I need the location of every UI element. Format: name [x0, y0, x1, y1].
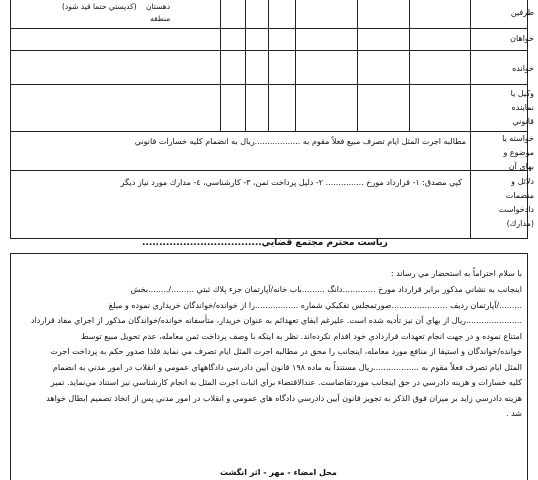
top-cell-text-region: منطقه [150, 14, 171, 23]
grid-hline [10, 170, 528, 171]
grid-vline [409, 0, 410, 131]
label-evidence-line: (مدارك) [506, 219, 534, 228]
label-attorney-line: قانوني [512, 117, 534, 126]
letter-line: ........./آپارتمان رديف ......................صورتمجلس تفكيكي شماره .................را از خوانده/خواندگان خريداري نموده و مبلغ [108, 300, 522, 310]
grid-vline [295, 0, 296, 131]
letter-line: ......................ريال از بهاي آن نيز تأديه شده است. عليرغم ايفاي تعهدائم به عنوان خريدار، متأسفانه خوانده/خواندگان مذكور از اجراي مفاد قرارداد [31, 316, 522, 325]
label-defendant: خوانده [512, 64, 534, 73]
letter-line: اينجانب به نشاني مذكور برابر قرارداد مورخ .............دانگ .........باب خانه/آپارتمان جزء پلاك ثبتي ........./........بخش [130, 285, 522, 294]
table-border-left [10, 0, 11, 238]
top-cell-text-village: دهستان [146, 2, 171, 11]
label-parties: طرفين [510, 8, 534, 17]
label-attorney-line: وكيل يا [510, 89, 534, 98]
letter-box-top [10, 253, 528, 254]
grid-hline [10, 50, 528, 51]
greeting: با سلام احتراماً به استحضار مي رساند : [390, 269, 522, 278]
label-evidence-line: منضمات [505, 191, 534, 200]
label-attorney [488, 87, 538, 129]
evidence-text: كپي مصدق: ١- قرارداد مورخ ............... ٢- دليل پرداخت ثمن، ٣- كارشناسي، ٤- مدارك مورد نياز ديگر [120, 178, 462, 187]
grid-vline [357, 0, 358, 131]
letter-line: خوانده/خواندگان و استيفا از منافع مورد معامله، اينجانب را محق در مطالبه اجرت المثل ايام تصرف مي نمايد فلذا صدور حكم به پرداخت اجرت [50, 347, 522, 356]
letter-line: كليه خسارات و هزينه دادرسي در حق اينجانب موردتقاضاست. عندالاقتضاء براي اثبات اجرت المثل به انجام كارشناسي نيز استناد مي‌نمايد. تمبر [50, 378, 522, 387]
letter-line: شد . [506, 409, 522, 418]
grid-vline [220, 0, 221, 131]
letter-heading: رياست محترم مجتمع قضايي................................... [142, 238, 388, 248]
label-evidence-line: دلائل و [511, 177, 534, 186]
letter-box-right [527, 253, 528, 480]
label-column-divider [470, 0, 471, 238]
label-evidence [488, 175, 538, 231]
label-plaintiff: خواهان [510, 34, 534, 43]
letter-line: المثل ايام تصرف فعلاً مقوم به ..................ريال مستنداً به ماده ١٩٨ قانون آيين دادرسي دادگاههاي عمومي و انقلاب در امور مدني به انضمام [52, 362, 522, 372]
grid-hline [10, 28, 528, 29]
label-subject-line: خواسته يا [502, 134, 534, 143]
label-attorney-line: نماينده [511, 103, 534, 112]
grid-hline [10, 84, 528, 85]
grid-hline [10, 131, 528, 132]
label-evidence-line: دادخواست [498, 205, 534, 214]
label-subject-line: بهاي آن [508, 162, 534, 171]
letter-line: هزينه دادرسي زايد بر ميزان فوق الذكر به تجويز قانون آيين دادرسي دادگاه هاي عمومي و انقلاب در امور مدني پس از اتخاذ تصميم ابطال خواهد [46, 393, 522, 403]
label-subject [488, 132, 538, 174]
label-subject-line: موضوع و [503, 148, 534, 157]
letter-line: امتناع نموده و در جهت انجام تعهدات قراردادي خود اقدام نكرده‌اند. نظر به اينكه با وصف پرداخت ثمن معامله، عدم تحويل مبيع توسط [81, 331, 522, 341]
top-cell-text-postal-note: (كدپستي حتما قيد شود) [62, 2, 137, 11]
letter-body [14, 282, 522, 422]
signature-label: محل امضاء - مهر - اثر انگشت [220, 468, 337, 477]
letter-box-left [10, 253, 11, 480]
grid-vline [268, 0, 269, 131]
subject-text: مطالبه اجرت المثل ايام تصرف مبيع فعلاً مقوم به ..................ريال به انضمام كليه خسارات قانوني [134, 137, 466, 146]
grid-vline [245, 0, 246, 131]
